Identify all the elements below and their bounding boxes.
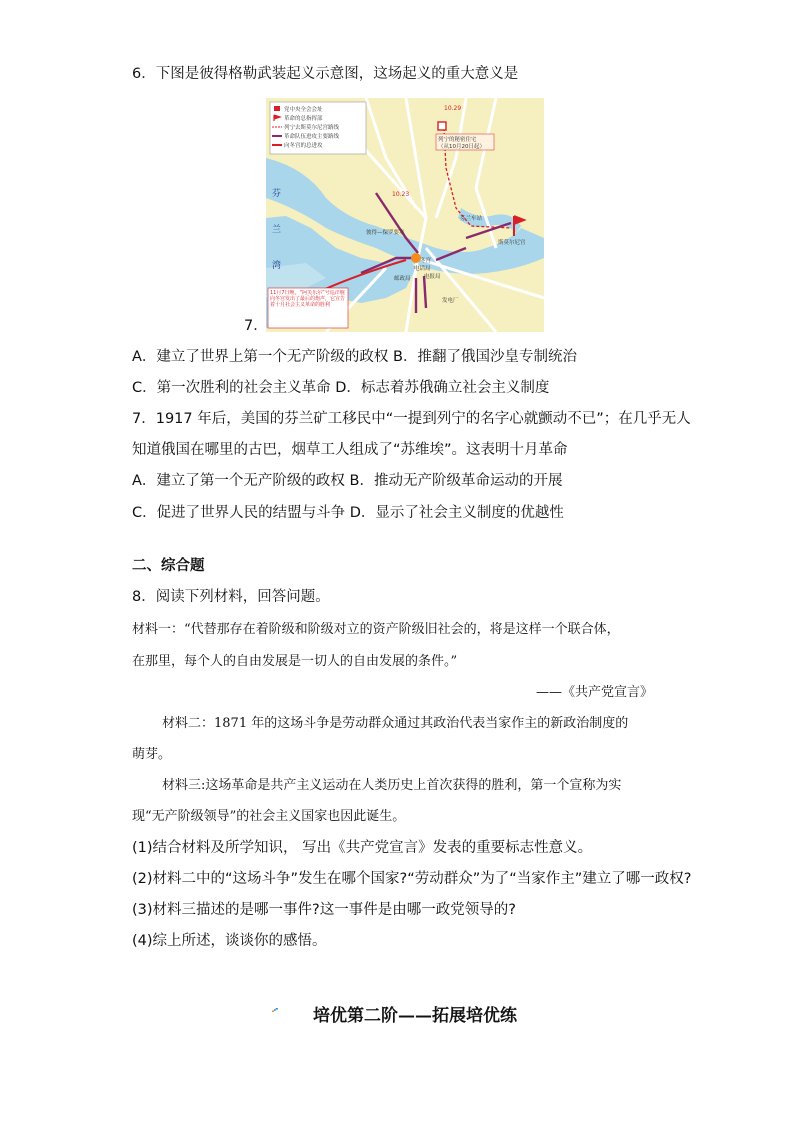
label-peter-paul: 彼得—保罗要塞	[366, 230, 405, 236]
q7-stem-line1: 7．1917 年后，美国的芬兰矿工移民中“一提到列宁的名字心就颤动不已”；在几乎无人	[132, 411, 691, 427]
q6-option-ab: A．建立了世界上第一个无产阶级的政权 B．推翻了俄国沙皇专制统治	[132, 349, 577, 365]
map-note: 11月7日晚，“阿芙乐尔”号巡洋舰向冬宫发出了最后的炮声，它宣告着十月社会主义革命的胜利	[270, 290, 346, 308]
material3-line2: 现“无产阶级领导”的社会主义国家也因此诞生。	[132, 809, 406, 824]
label-lenin-house: 列宁的秘密住宅	[438, 137, 477, 143]
material1-line2: 在那里，每个人的自由发展是一切人的自由发展的条件。”	[132, 654, 458, 669]
q8-sub3: (3)材料三描述的是哪一事件?这一事件是由哪一政党领导的?	[132, 902, 516, 918]
section-heading: 二、综合题	[132, 558, 205, 574]
legend-label-4: 革命队伍进攻主要路线	[284, 134, 340, 140]
label-smolny: 斯莫尔尼宫	[498, 240, 526, 246]
label-finland-station: 芬兰车站	[460, 216, 483, 222]
legend-label-5: 向冬宫的总进攻	[284, 143, 323, 149]
q8-stem: 8．阅读下列材料，回答问题。	[132, 589, 330, 605]
legend-label-2: 革命的总指挥部	[284, 116, 323, 122]
label-sea-1: 芬	[272, 189, 282, 199]
legend-label-3: 列宁去斯莫尔尼宫路线	[284, 125, 340, 131]
q6-option-cd: C．第一次胜利的社会主义革命 D．标志着苏俄确立社会主义制度	[132, 380, 550, 396]
label-date-1029: 10.29	[444, 105, 462, 112]
label-sea-3: 湾	[272, 261, 282, 271]
q8-sub1: (1)结合材料及所学知识， 写出《共产党宣言》发表的重要标志性意义。	[132, 840, 593, 856]
label-winter-palace: 冬宫	[420, 258, 432, 264]
label-lenin-house-date: （从10月20日起）	[438, 144, 485, 150]
petrograd-uprising-map	[266, 98, 544, 332]
label-post: 邮政局	[394, 276, 411, 282]
stair-logo-icon	[272, 995, 312, 1025]
legend-label-1: 党中央全会会址	[284, 107, 323, 113]
material1-source: ——《共产党宣言》	[536, 685, 654, 700]
label-telegraph: 电报局	[424, 274, 441, 280]
label-telephone: 电话局	[414, 266, 431, 272]
q7-stem-line2: 知道俄国在哪里的古巴，烟草工人组成了“苏维埃”。这表明十月革命	[132, 442, 568, 458]
q8-sub4: (4)综上所述，谈谈你的感悟。	[132, 933, 327, 949]
label-power-plant: 发电厂	[442, 298, 459, 304]
label-sea-2: 兰	[272, 225, 282, 235]
q6-figure-marker: 7．	[244, 318, 268, 334]
banner-title: 培优第二阶——拓展培优练	[313, 1006, 517, 1026]
q8-sub2: (2)材料二中的“这场斗争”发生在哪个国家?“劳动群众”为了“当家作主”建立了哪一政权?	[132, 871, 692, 887]
material1-line1: 材料一：“代替那存在着阶级和阶级对立的资产阶级旧社会的，将是这样一个联合体，	[132, 622, 620, 637]
q6-stem: 6．下图是彼得格勒武装起义示意图，这场起义的重大意义是	[132, 66, 519, 82]
material3-line1: 材料三:这场革命是共产主义运动在人类历史上首次获得的胜利，第一个宣称为实	[162, 778, 622, 793]
material2-line2: 萌芽。	[132, 747, 172, 762]
q7-option-cd: C．促进了世界人民的结盟与斗争 D．显示了社会主义制度的优越性	[132, 505, 564, 521]
lenin-house-marker	[438, 122, 446, 130]
q7-option-ab: A．建立了第一个无产阶级的政权 B．推动无产阶级革命运动的开展	[132, 473, 563, 489]
label-date-1023: 10.23	[392, 191, 410, 198]
material2-line1: 材料二：1871 年的这场斗争是劳动群众通过其政治代表当家作主的新政治制度的	[162, 716, 629, 731]
